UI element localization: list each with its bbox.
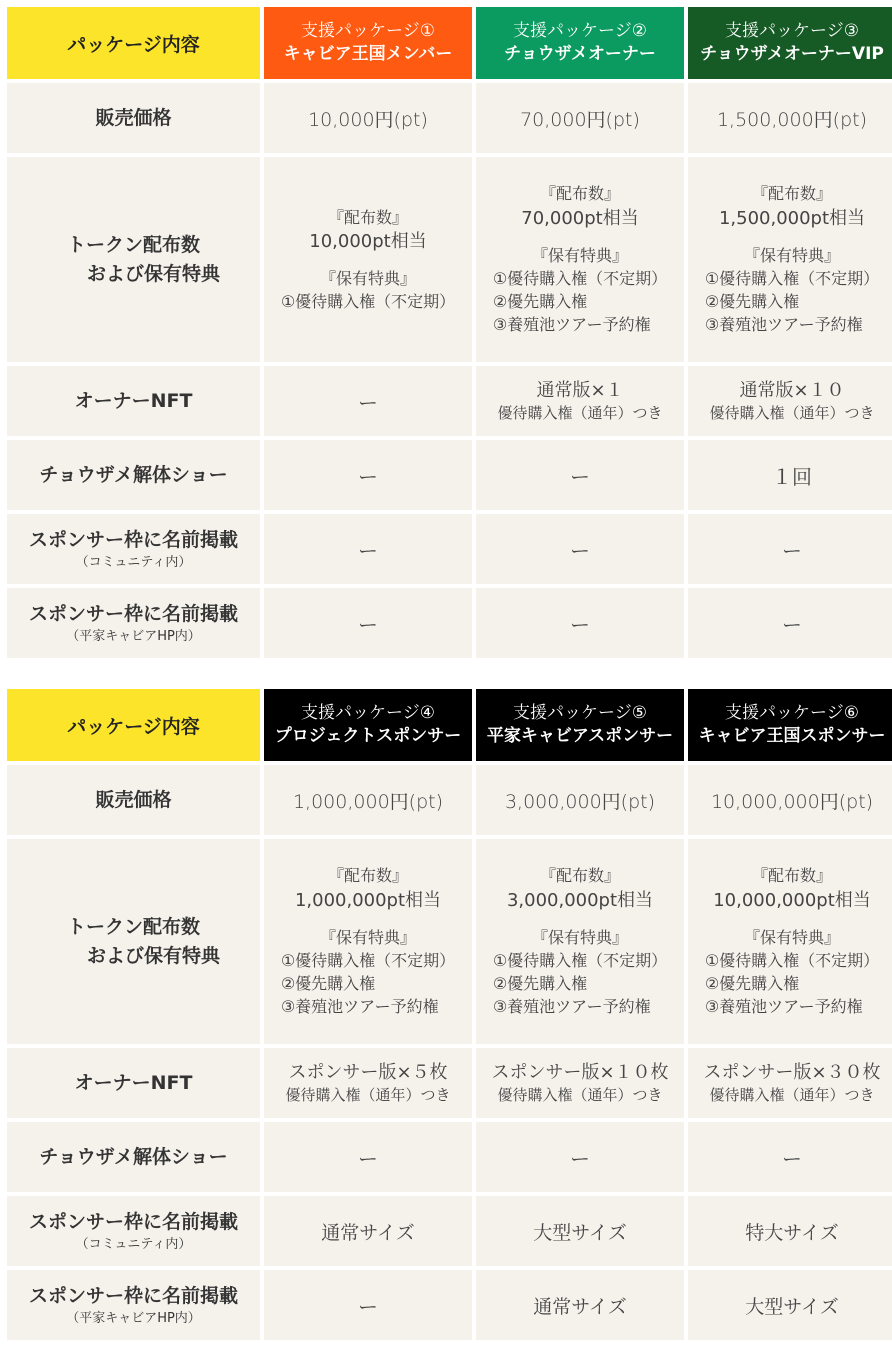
token-row xyxy=(7,157,892,362)
dist-value: 1,500,000pt相当 xyxy=(718,207,866,229)
dist-heading: 『配布数』 xyxy=(327,207,408,227)
dist-value: 10,000,000pt相当 xyxy=(713,889,871,911)
sponsor-hp-value: ー xyxy=(264,1270,472,1340)
dist-heading: 『配布数』 xyxy=(751,866,832,886)
perk-item: ①優待購入権（不定期） xyxy=(280,292,456,312)
token-label-line2: および保有特典 xyxy=(86,944,220,967)
sponsor-hp-row xyxy=(7,588,892,658)
perks-list xyxy=(705,267,879,337)
row-label-sponsor-hp xyxy=(7,1270,260,1340)
package-4-header xyxy=(264,689,472,761)
dist-heading: 『配布数』 xyxy=(539,184,620,204)
token-label-line2: および保有特典 xyxy=(86,262,220,285)
sponsor-hp-row xyxy=(7,1270,892,1340)
perk-item: ③養殖池ツアー予約権 xyxy=(704,315,863,335)
token-label-line1: トークン配布数 xyxy=(66,916,200,938)
perks-list xyxy=(493,949,667,1019)
dist-value: 3,000,000pt相当 xyxy=(506,889,654,911)
nft-cell xyxy=(688,1048,892,1118)
perk-item: ①優待購入権（不定期） xyxy=(704,950,880,970)
perk-item: ①優待購入権（不定期） xyxy=(704,268,880,288)
nft-sub: 優待購入権（通年）つき xyxy=(497,1086,663,1105)
price-value: 1,000,000円(pt) xyxy=(264,765,472,835)
package-5-header xyxy=(476,689,684,761)
sponsor-label-sub: （コミュニティ内） xyxy=(75,554,192,570)
perks-heading: 『保有特典』 xyxy=(319,268,416,288)
sponsor-label-text: スポンサー枠に名前掲載 xyxy=(28,1285,238,1308)
perk-item: ③養殖池ツアー予約権 xyxy=(704,997,863,1017)
nft-value: スポンサー版×５枚 xyxy=(288,1061,448,1083)
package-4-number: 支援パッケージ④ xyxy=(301,703,435,724)
price-value: 70,000円(pt) xyxy=(476,83,684,153)
nft-sub: 優待購入権（通年）つき xyxy=(285,1086,451,1105)
row-label-price xyxy=(7,765,260,835)
sponsor-community-row xyxy=(7,1196,892,1266)
row-label-show xyxy=(7,1122,260,1192)
perks-heading: 『保有特典』 xyxy=(743,927,840,947)
sponsor-hp-value: ー xyxy=(264,588,472,658)
header-row xyxy=(7,7,892,79)
row-label-package xyxy=(7,689,260,761)
nft-row xyxy=(7,366,892,436)
price-row xyxy=(7,83,892,153)
dist-heading: 『配布数』 xyxy=(539,866,620,886)
perks-heading: 『保有特典』 xyxy=(319,927,416,947)
sponsor-community-row xyxy=(7,514,892,584)
sponsor-community-value: 大型サイズ xyxy=(476,1196,684,1266)
token-cell xyxy=(476,157,684,362)
dist-value: 10,000pt相当 xyxy=(309,230,427,252)
package-1-name: キャビア王国メンバー xyxy=(283,44,453,64)
sponsor-community-value: ー xyxy=(688,514,892,584)
perk-item: ①優待購入権（不定期） xyxy=(492,268,668,288)
perk-item: ③養殖池ツアー予約権 xyxy=(492,997,651,1017)
price-value: 10,000,000円(pt) xyxy=(688,765,892,835)
sponsor-community-value: 通常サイズ xyxy=(264,1196,472,1266)
row-label-price xyxy=(7,83,260,153)
package-1-number: 支援パッケージ① xyxy=(301,21,435,42)
package-label-text: パッケージ内容 xyxy=(67,33,200,56)
sponsor-hp-value: ー xyxy=(688,588,892,658)
row-label-nft xyxy=(7,366,260,436)
row-label-token xyxy=(7,839,260,1044)
dist-value: 70,000pt相当 xyxy=(521,207,639,229)
package-6-header xyxy=(688,689,892,761)
sponsor-community-value: ー xyxy=(476,514,684,584)
header-row xyxy=(7,689,892,761)
perk-item: ②優先購入権 xyxy=(280,974,376,994)
perks-list xyxy=(281,949,455,1019)
sponsor-label-sub: （平家キャビアHP内） xyxy=(66,628,201,644)
dist-heading: 『配布数』 xyxy=(327,866,408,886)
show-row xyxy=(7,1122,892,1192)
show-value: ー xyxy=(476,1122,684,1192)
sponsor-community-value: ー xyxy=(264,514,472,584)
sponsor-hp-value: 大型サイズ xyxy=(688,1270,892,1340)
sponsor-hp-value: ー xyxy=(476,588,684,658)
nft-label-text: オーナーNFT xyxy=(74,1071,193,1094)
sponsor-label-text: スポンサー枠に名前掲載 xyxy=(28,529,238,552)
perk-item: ③養殖池ツアー予約権 xyxy=(280,997,439,1017)
row-label-sponsor-community xyxy=(7,1196,260,1266)
show-value: ー xyxy=(476,440,684,510)
price-label-text: 販売価格 xyxy=(95,788,172,811)
show-label-text: チョウザメ解体ショー xyxy=(39,463,228,486)
nft-label-text: オーナーNFT xyxy=(74,389,193,412)
perk-item: ③養殖池ツアー予約権 xyxy=(492,315,651,335)
nft-value: スポンサー版×３０枚 xyxy=(703,1061,881,1083)
package-table-1 xyxy=(0,0,892,662)
sponsor-label-sub: （平家キャビアHP内） xyxy=(66,1310,201,1326)
package-1-header xyxy=(264,7,472,79)
perk-item: ①優待購入権（不定期） xyxy=(492,950,668,970)
price-value: 3,000,000円(pt) xyxy=(476,765,684,835)
nft-value: スポンサー版×１０枚 xyxy=(491,1061,669,1083)
dist-value: 1,000,000pt相当 xyxy=(294,889,442,911)
perk-item: ②優先購入権 xyxy=(492,974,588,994)
nft-value: 通常版×１ xyxy=(536,379,624,401)
show-value: ー xyxy=(264,1122,472,1192)
perk-item: ②優先購入権 xyxy=(492,292,588,312)
row-label-sponsor-community xyxy=(7,514,260,584)
package-3-number: 支援パッケージ③ xyxy=(725,21,859,42)
package-2-name: チョウザメオーナー xyxy=(504,44,656,64)
nft-cell xyxy=(476,366,684,436)
perk-item: ②優先購入権 xyxy=(704,292,800,312)
sponsor-label-text: スポンサー枠に名前掲載 xyxy=(28,1211,238,1234)
package-4-name: プロジェクトスポンサー xyxy=(274,726,462,746)
sponsor-label-sub: （コミュニティ内） xyxy=(75,1236,192,1252)
row-label-show xyxy=(7,440,260,510)
perks-heading: 『保有特典』 xyxy=(531,245,628,265)
price-value: 10,000円(pt) xyxy=(264,83,472,153)
perk-item: ①優待購入権（不定期） xyxy=(280,950,456,970)
row-label-nft xyxy=(7,1048,260,1118)
price-row xyxy=(7,765,892,835)
row-label-token xyxy=(7,157,260,362)
show-value: １回 xyxy=(688,440,892,510)
sponsor-hp-value: 通常サイズ xyxy=(476,1270,684,1340)
package-label-text: パッケージ内容 xyxy=(67,715,200,738)
show-value: ー xyxy=(688,1122,892,1192)
perks-list xyxy=(705,949,879,1019)
price-value: 1,500,000円(pt) xyxy=(688,83,892,153)
nft-row xyxy=(7,1048,892,1118)
token-cell xyxy=(476,839,684,1044)
token-cell xyxy=(688,839,892,1044)
show-label-text: チョウザメ解体ショー xyxy=(39,1145,228,1168)
nft-cell xyxy=(264,1048,472,1118)
row-label-sponsor-hp xyxy=(7,588,260,658)
package-2-header xyxy=(476,7,684,79)
nft-value: ー xyxy=(264,366,472,436)
row-label-package xyxy=(7,7,260,79)
nft-cell xyxy=(688,366,892,436)
nft-value: 通常版×１０ xyxy=(739,379,845,401)
sponsor-label-text: スポンサー枠に名前掲載 xyxy=(28,603,238,626)
token-cell xyxy=(264,157,472,362)
nft-sub: 優待購入権（通年）つき xyxy=(497,404,663,423)
package-2-number: 支援パッケージ② xyxy=(513,21,647,42)
token-cell xyxy=(264,839,472,1044)
nft-cell xyxy=(476,1048,684,1118)
package-6-number: 支援パッケージ⑥ xyxy=(725,703,859,724)
sponsor-community-value: 特大サイズ xyxy=(688,1196,892,1266)
package-5-name: 平家キャビアスポンサー xyxy=(486,726,674,746)
nft-sub: 優待購入権（通年）つき xyxy=(709,404,875,423)
show-row xyxy=(7,440,892,510)
token-cell xyxy=(688,157,892,362)
perks-heading: 『保有特典』 xyxy=(743,245,840,265)
token-label-line1: トークン配布数 xyxy=(66,234,200,256)
perks-list xyxy=(493,267,667,337)
package-3-name: チョウザメオーナーVIP xyxy=(700,44,884,64)
package-3-header xyxy=(688,7,892,79)
package-6-name: キャビア王国スポンサー xyxy=(698,726,886,746)
dist-heading: 『配布数』 xyxy=(751,184,832,204)
show-value: ー xyxy=(264,440,472,510)
package-table-2 xyxy=(0,682,892,1344)
nft-sub: 優待購入権（通年）つき xyxy=(709,1086,875,1105)
perks-list xyxy=(281,290,455,313)
perks-heading: 『保有特典』 xyxy=(531,927,628,947)
package-5-number: 支援パッケージ⑤ xyxy=(513,703,647,724)
token-row xyxy=(7,839,892,1044)
price-label-text: 販売価格 xyxy=(95,106,172,129)
perk-item: ②優先購入権 xyxy=(704,974,800,994)
